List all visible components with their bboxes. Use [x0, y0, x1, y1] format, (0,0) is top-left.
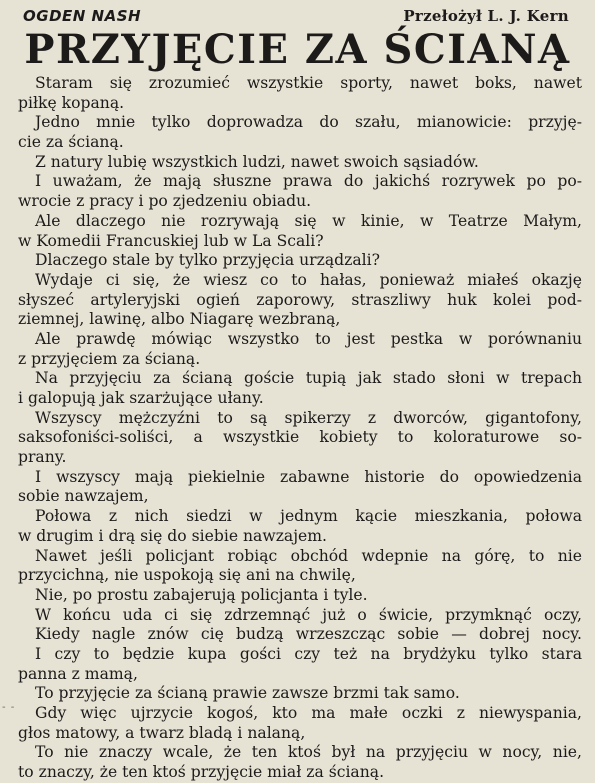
poem-line: Ale prawdę mówiąc wszystko to jest pestka w porównaniu [35, 329, 582, 348]
poem-line: Połowa z nich siedzi w jednym kącie mieszkania, połowa [35, 507, 582, 526]
poem-line: Nie, po prostu zabajerują policjanta i tyle. [35, 585, 368, 604]
poem-line: sobie nawzajem, [18, 487, 149, 506]
poem-line: I wszyscy mają piekielnie zabawne historie do opowiedzenia [35, 467, 582, 486]
poem-line: Z natury lubię wszystkich ludzi, nawet swoich sąsiadów. [35, 152, 479, 171]
poem-line: Jedno mnie tylko doprowadza do szału, mianowicie: przyję- [35, 113, 582, 132]
poem-line: panna z mamą, [18, 664, 138, 683]
poem-line: To przyjęcie za ścianą prawie zawsze brzmi tak samo. [35, 684, 460, 703]
poem-line: przycichną, nie uspokoją się ani na chwilę, [18, 566, 356, 585]
poem-line: prany. [18, 448, 67, 467]
poem-line: w drugim i drą się do siebie nawzajem. [18, 526, 328, 545]
poem-line: Gdy więc ujrzycie kogoś, kto ma małe oczki z niewyspania, [35, 704, 582, 722]
poem-line: słyszeć artyleryjski ogień zaporowy, straszliwy huk kolei pod- [18, 290, 582, 309]
poem-line: To nie znaczy wcale, że ten ktoś był na przyjęciu w nocy, nie, [35, 743, 582, 762]
article-header [14, 6, 581, 28]
article-title: PRZYJĘCIE ZA ŚCIANĄ [24, 26, 571, 73]
poem-line: i galopują jak szarżujące ułany. [18, 389, 264, 407]
poem-line: ziemnej, lawinę, albo Niagarę wezbraną, [18, 310, 341, 329]
poem-line: Dlaczego stale by tylko przyjęcia urządzali? [35, 251, 380, 270]
poem-line: Nawet jeśli policjant robiąc obchód wdepnie na górę, to nie [35, 546, 582, 565]
poem-line: saksofoniści-soliści, a wszystkie kobiety to koloraturowe so- [18, 428, 582, 447]
poem-line: W końcu uda ci się zdrzemnąć już o świcie, przymknąć oczy, [35, 605, 582, 624]
poem-line: z przyjęciem za ścianą. [18, 349, 201, 368]
poem-line: Na przyjęciu za ścianą goście tupią jak stado słoni w trepach [35, 369, 582, 388]
translator-credit: Przełożył L. J. Kern [403, 7, 569, 25]
poem-line: w Komedii Francuskiej lub w La Scali? [18, 231, 324, 250]
poem-line: wrocie z pracy i po zjedzeniu obiadu. [18, 192, 312, 211]
poem-line: głos matowy, a twarz bladą i nalaną, [18, 723, 306, 742]
poem-line: piłkę kopaną. [18, 93, 125, 112]
margin-mark: - - [2, 702, 16, 713]
poem-body [18, 74, 582, 783]
poem-line: Ale dlaczego nie rozrywają się w kinie, w Teatrze Małym, [35, 211, 582, 230]
poem-line: I czy to będzie kupa gości czy też na brydżyku tylko stara [35, 644, 582, 663]
poem-line: I uważam, że mają słuszne prawa do jakichś rozrywek po po- [35, 172, 582, 191]
poem-line: Wydaje ci się, że wiesz co to hałas, ponieważ miałeś okazję [35, 270, 582, 289]
poem-line: Kiedy nagle znów cię budzą wrzeszcząc sobie — dobrej nocy. [35, 625, 582, 644]
poem-line: to znaczy, że ten ktoś przyjęcie miał za ścianą. [18, 763, 385, 782]
poem-line: Wszyscy mężczyźni to są spikerzy z dworców, gigantofony, [35, 408, 582, 427]
poem-line: Staram się zrozumieć wszystkie sporty, nawet boks, nawet [35, 74, 582, 92]
poem-line: cie za ścianą. [18, 133, 124, 152]
author-name: OGDEN NASH [23, 7, 142, 25]
